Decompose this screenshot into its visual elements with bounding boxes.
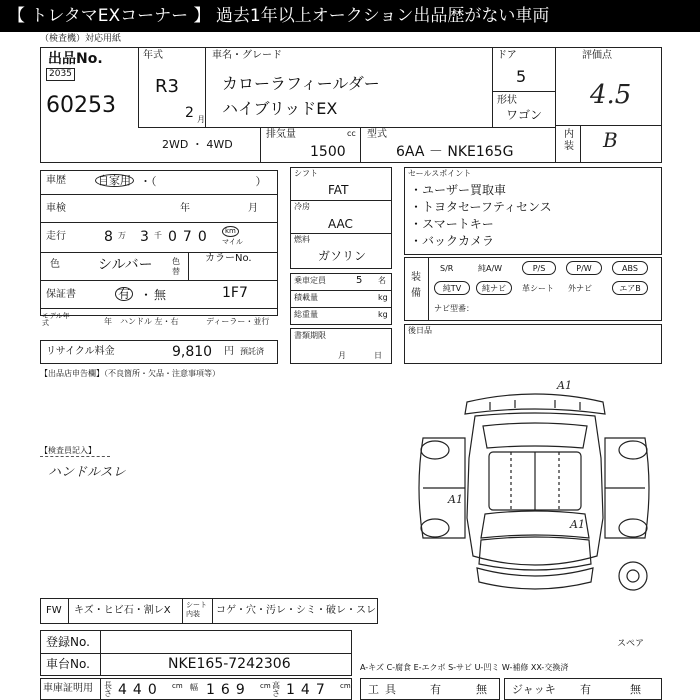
recycle-note: 預託済 xyxy=(240,347,264,356)
fuel-label: 燃料 xyxy=(294,235,310,244)
name-line2: ハイブリッドEX xyxy=(222,99,338,118)
displacement-value: 1500 xyxy=(310,144,346,160)
name-line1: カローラフィールダー xyxy=(222,74,380,93)
mark-rear: A1 xyxy=(557,379,572,392)
equip-ext-navi: 外ナビ xyxy=(568,284,592,293)
score-label: 評価点 xyxy=(582,50,612,61)
equip-sr: S/R xyxy=(440,264,454,273)
colorno-label: カラーNo. xyxy=(205,253,252,264)
width-label: 幅 xyxy=(190,683,198,692)
mileage-man: 8 xyxy=(104,229,113,245)
inspector-note: ハンドルスレ xyxy=(48,465,126,480)
fw-label: FW xyxy=(46,605,62,616)
retrofit-label: 後日品 xyxy=(408,326,432,335)
sales-item-4: ・バックカメラ xyxy=(410,234,495,248)
color-change-label: 色替 xyxy=(172,257,180,276)
color-label: 色 xyxy=(50,259,60,270)
colorno-value: 1F7 xyxy=(222,285,248,301)
top-caption: （検査機）対応用紙 xyxy=(40,34,122,44)
banner-title: 【 トレタマEXコーナー 】 過去1年以上オークション出品歴がない車両 xyxy=(0,0,700,32)
jack-label: ジャッキ xyxy=(512,683,556,696)
car-diagram xyxy=(405,378,663,600)
model-value: 6AA － NKE165G xyxy=(396,144,514,160)
shape-value: ワゴン xyxy=(506,108,543,122)
spare-label: スペア xyxy=(617,639,645,649)
name-label: 車名・グレード xyxy=(212,50,282,61)
equip-abs: ABS xyxy=(612,261,648,275)
load-unit: kg xyxy=(378,293,388,302)
month-unit: 月 xyxy=(197,115,205,124)
shaken-year: 年 xyxy=(180,203,190,214)
model-change-dealer: ディーラー・並行 xyxy=(206,317,270,326)
history-value: 自家用 xyxy=(95,174,134,187)
model-change-label: モデル年式 xyxy=(42,312,70,327)
load-label: 積載量 xyxy=(294,293,318,302)
height-label: 高さ xyxy=(272,681,280,698)
docs-month: 月 xyxy=(338,351,346,360)
equip-pw: P/W xyxy=(566,261,602,275)
shape-label: 形状 xyxy=(497,95,517,106)
model-label: 型式 xyxy=(367,129,387,140)
door-value: 5 xyxy=(516,67,527,86)
chassis-value: NKE165-7242306 xyxy=(168,656,291,672)
retrofit-block xyxy=(404,324,662,364)
jack-no: 無 xyxy=(630,683,641,696)
navi-model-label: ナビ型番： xyxy=(434,304,474,313)
warranty-yes: 有 xyxy=(115,287,133,301)
capacity-value: 5 xyxy=(356,275,363,286)
color-value: シルバー xyxy=(98,257,153,273)
recycle-unit: 円 xyxy=(224,346,234,357)
warranty-no: 無 xyxy=(154,288,167,302)
model-change-handle: ハンドル 左・右 xyxy=(120,317,179,326)
tools-yes: 有 xyxy=(430,683,441,696)
mark-left: A1 xyxy=(448,493,463,506)
shift-label: シフト xyxy=(294,169,318,178)
lot-label: 出品No. xyxy=(48,51,103,67)
height-value: 147 xyxy=(286,682,331,698)
fw-text: キズ・ヒビ石・割レX xyxy=(74,605,171,616)
shift-value: FAT xyxy=(328,183,349,197)
equip-alloy: 純A/W xyxy=(478,264,503,273)
length-value: 440 xyxy=(118,682,163,698)
warranty-label: 保証書 xyxy=(46,289,76,300)
mileage-label: 走行 xyxy=(46,231,66,242)
interior-value: B xyxy=(603,128,618,152)
equip-label: 装備 xyxy=(411,272,421,299)
shaken-month: 月 xyxy=(248,203,258,214)
seat-label: シート内装 xyxy=(186,601,207,618)
mileage-man-unit: 万 xyxy=(118,231,126,240)
year-label: 年式 xyxy=(143,50,163,61)
history-label: 車歴 xyxy=(46,175,66,186)
sales-item-3: ・スマートキー xyxy=(410,217,494,231)
seat-text: コゲ・穴・汚レ・シミ・破レ・スレ xyxy=(216,605,376,616)
capacity-label: 乗車定員 xyxy=(294,276,326,285)
chassis-label: 車台No. xyxy=(46,657,90,671)
jack-yes: 有 xyxy=(580,683,591,696)
sales-item-2: ・トヨタセーフティセンス xyxy=(410,200,552,214)
docs-day: 日 xyxy=(374,351,382,360)
era-year: R3 xyxy=(155,76,179,97)
shaken-label: 車検 xyxy=(46,203,66,214)
fuel-value: ガソリン xyxy=(318,249,367,263)
width-value: 169 xyxy=(206,682,251,698)
ac-value: AAC xyxy=(328,217,353,231)
damage-legend: A-キズ C-腐食 E-エクボ S-サビ U-凹ミ W-補修 XX-交換済 xyxy=(360,663,569,672)
sales-item-1: ・ユーザー買取車 xyxy=(410,183,507,197)
tools-label: 工具 xyxy=(368,683,402,696)
interior-label: 内装 xyxy=(564,129,574,152)
length-label: 長さ xyxy=(104,681,112,698)
door-label: ドア xyxy=(497,50,517,61)
capacity-unit: 名 xyxy=(378,276,386,285)
month-value: 2 xyxy=(185,105,194,121)
cert-label: 車庫証明用 xyxy=(43,683,93,694)
sales-label: セールスポイント xyxy=(408,169,472,178)
warranty-dot: ・ xyxy=(140,288,153,302)
lot-stamp: 2035 xyxy=(46,68,75,81)
mark-right: A1 xyxy=(570,518,585,531)
displacement-label: 排気量 xyxy=(266,129,296,140)
recycle-value: 9,810 xyxy=(172,344,213,360)
score-value: 4.5 xyxy=(590,80,632,110)
mileage-rest: 070 xyxy=(168,229,213,245)
displacement-unit: cc xyxy=(347,129,356,138)
equip-ps: P/S xyxy=(522,261,556,275)
height-unit: cm xyxy=(340,682,351,690)
equip-tv: 純TV xyxy=(434,281,470,295)
equip-leather: 革シート xyxy=(522,284,554,293)
length-unit: cm xyxy=(172,682,183,690)
ac-label: 冷房 xyxy=(294,202,310,211)
width-unit: cm xyxy=(260,682,271,690)
mileage-unit-mile: マイル xyxy=(222,238,243,246)
mileage-sen-unit: 千 xyxy=(154,231,162,240)
reg-label: 登録No. xyxy=(46,635,90,649)
docs-label: 書類期限 xyxy=(294,331,326,340)
lot-number: 60253 xyxy=(46,93,116,118)
equip-navi: 純ナビ xyxy=(476,281,512,295)
recycle-label: リサイクル料金 xyxy=(46,346,115,357)
model-change-year: 年 xyxy=(104,317,112,326)
inspector-label: 【検査員記入】 xyxy=(40,446,96,455)
tools-no: 無 xyxy=(476,683,487,696)
mileage-sen: 3 xyxy=(140,229,149,245)
declaration-label: 【出品店申告欄】（不良箇所・欠品・注意事項等） xyxy=(40,369,220,378)
history-rest: ・（ ） xyxy=(140,175,267,188)
mileage-unit-km: km xyxy=(222,226,239,237)
equip-airbag: エアB xyxy=(612,281,648,295)
gross-unit: kg xyxy=(378,310,388,319)
gross-label: 総重量 xyxy=(294,310,318,319)
drive-options: 2WD ・ 4WD xyxy=(162,138,233,151)
